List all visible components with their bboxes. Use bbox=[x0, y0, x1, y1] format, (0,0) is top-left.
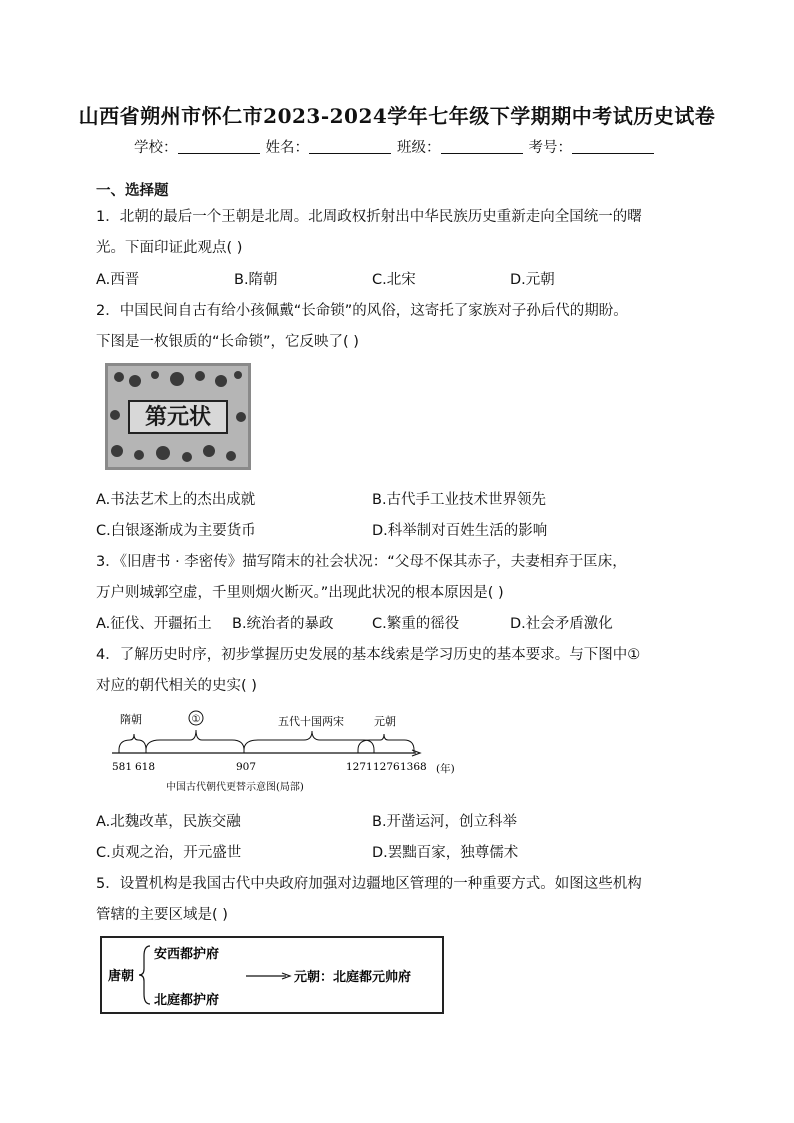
q3-option-b[interactable]: B.统治者的暴政 bbox=[232, 616, 334, 632]
class-label: 班级： bbox=[397, 140, 441, 156]
tick-1276: 1276 bbox=[373, 761, 400, 773]
q4-option-d[interactable]: D.罢黜百家，独尊儒术 bbox=[372, 845, 519, 861]
q4-option-c[interactable]: C.贞观之治，开元盛世 bbox=[96, 845, 242, 861]
q1-option-c[interactable]: C.北宋 bbox=[372, 272, 416, 288]
brace-yuan bbox=[358, 734, 414, 750]
q5-line1: 5．设置机构是我国古代中央政府加强对边疆地区管理的一种重要方式。如图这些机构 bbox=[96, 876, 642, 892]
tick-1271: 1271 bbox=[346, 761, 373, 773]
q4-line2: 对应的朝代相关的史实( ) bbox=[96, 678, 257, 694]
frontier-admin-diagram bbox=[100, 936, 444, 1014]
q2-line2: 下图是一枚银质的“长命锁”，它反映了( ) bbox=[96, 334, 359, 350]
q4-option-a[interactable]: A.北魏改革，民族交融 bbox=[96, 814, 241, 830]
q3-option-a[interactable]: A.征伐、开疆拓土 bbox=[96, 616, 212, 632]
page-title: 山西省朔州市怀仁市2023-2024学年七年级下学期期中考试历史试卷 bbox=[78, 104, 716, 128]
tick-618: 618 bbox=[135, 761, 156, 773]
lock-inscription: 第元状 bbox=[144, 404, 212, 430]
q2-option-b[interactable]: B.古代手工业技术世界领先 bbox=[372, 492, 547, 508]
dynasty-timeline bbox=[108, 706, 468, 798]
number-blank[interactable] bbox=[572, 139, 654, 154]
tick-907: 907 bbox=[236, 761, 257, 773]
q1-option-d[interactable]: D.元朝 bbox=[510, 272, 555, 288]
diagram-tang: 唐朝 bbox=[108, 969, 135, 984]
q5-line2: 管辖的主要区域是( ) bbox=[96, 907, 228, 923]
timeline-label-yuan: 元朝 bbox=[374, 715, 396, 728]
brace-sui bbox=[119, 734, 146, 750]
diagram-beiting: 北庭都护府 bbox=[154, 993, 220, 1008]
class-blank[interactable] bbox=[441, 139, 523, 154]
q1-line2: 光。下面印证此观点( ) bbox=[96, 240, 243, 256]
student-info-row bbox=[0, 136, 794, 157]
diagram-anxi: 安西都护府 bbox=[154, 947, 220, 962]
timeline-label-circled-1: ① bbox=[191, 714, 201, 725]
q3-line1: 3．《旧唐书 · 李密传》描写隋末的社会状况：“父母不保其赤子，夫妻相弃于匡床， bbox=[96, 554, 627, 570]
q2-option-c[interactable]: C.白银逐渐成为主要货币 bbox=[96, 523, 256, 539]
tick-581: 581 bbox=[112, 761, 133, 773]
timeline-caption: 中国古代朝代更替示意图(局部) bbox=[166, 782, 304, 793]
q3-option-c[interactable]: C.繁重的徭役 bbox=[372, 616, 460, 632]
q1-option-a[interactable]: A.西晋 bbox=[96, 272, 140, 288]
longevity-lock-image bbox=[105, 363, 251, 470]
timeline-label-wudai: 五代十国两宋 bbox=[278, 715, 344, 728]
school-blank[interactable] bbox=[178, 139, 260, 154]
name-blank[interactable] bbox=[309, 139, 391, 154]
number-label: 考号： bbox=[528, 140, 572, 156]
q4-option-b[interactable]: B.开凿运河，创立科举 bbox=[372, 814, 518, 830]
q2-line1: 2．中国民间自古有给小孩佩戴“长命锁”的风俗，这寄托了家族对子孙后代的期盼。 bbox=[96, 303, 628, 319]
name-label: 姓名： bbox=[265, 140, 309, 156]
q3-line2: 万户则城郭空虚，千里则烟火断灭。”出现此状况的根本原因是( ) bbox=[96, 585, 504, 601]
q4-line1: 4．了解历史时序，初步掌握历史发展的基本线索是学习历史的基本要求。与下图中① bbox=[96, 647, 641, 663]
q2-option-d[interactable]: D.科举制对百姓生活的影响 bbox=[372, 523, 548, 539]
q1-line1: 1．北朝的最后一个王朝是北周。北周政权折射出中华民族历史重新走向全国统一的曙 bbox=[96, 209, 642, 225]
section-heading: 一、选择题 bbox=[96, 183, 169, 199]
school-label: 学校： bbox=[134, 140, 178, 156]
q1-option-b[interactable]: B.隋朝 bbox=[234, 272, 278, 288]
timeline-unit: (年) bbox=[436, 763, 455, 775]
diagram-yuan: 元朝：北庭都元帅府 bbox=[294, 970, 412, 985]
brace-1 bbox=[146, 730, 244, 750]
timeline-label-sui: 隋朝 bbox=[120, 713, 142, 726]
brace-wudai bbox=[244, 731, 374, 750]
q3-option-d[interactable]: D.社会矛盾激化 bbox=[510, 616, 613, 632]
tick-1368: 1368 bbox=[400, 761, 427, 773]
q2-option-a[interactable]: A.书法艺术上的杰出成就 bbox=[96, 492, 256, 508]
